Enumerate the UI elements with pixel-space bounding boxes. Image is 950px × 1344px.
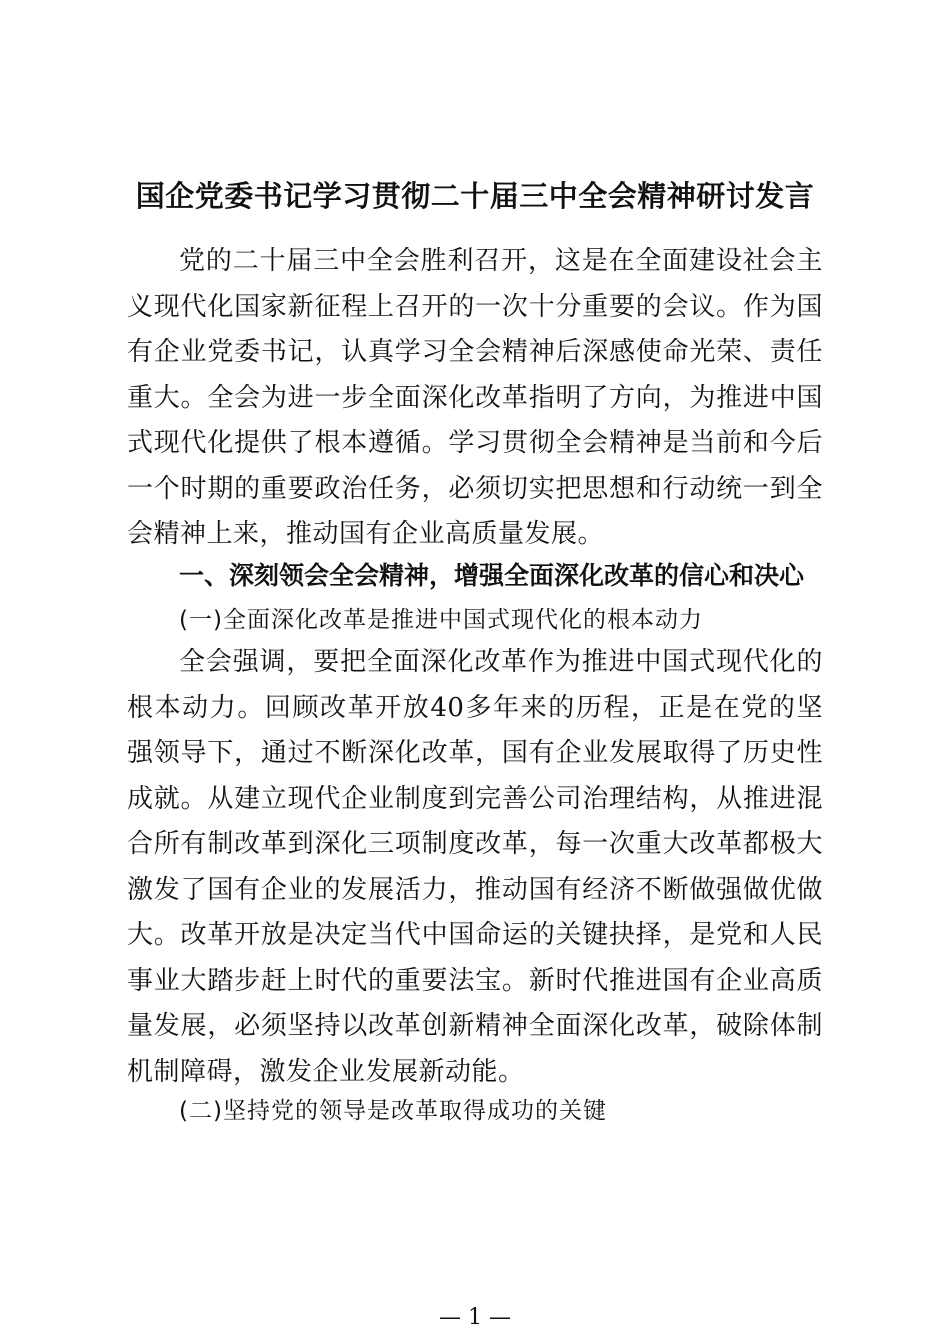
section-heading-1: 一、深刻领会全会精神，增强全面深化改革的信心和决心 (179, 561, 805, 590)
subheading-2: (二)坚持党的领导是改革取得成功的关键 (179, 1098, 607, 1124)
body-paragraph-intro: 党的二十届三中全会胜利召开，这是在全面建设社会主义现代化国家新征程上召开的一次十分重要的会议。作为国有企业党委书记，认真学习全会精神后深感使命光荣、责任重大。全会为进一步全面深化改革指明了方向，为推进中国式现代化提供了根本遵循。学习贯彻全会精神是当前和今后一个时期的重要政治任务，必须切实把思想和行动统一到全会精神上来，推动国有企业高质量发展。 (127, 246, 823, 549)
page-number: — 1 — (439, 1305, 511, 1330)
subheading-1: (一)全面深化改革是推进中国式现代化的根本动力 (179, 607, 703, 633)
document-title: 国企党委书记学习贯彻二十届三中全会精神研讨发言 (135, 179, 815, 213)
body-paragraph-reform: 全会强调，要把全面深化改革作为推进中国式现代化的根本动力。回顾改革开放40多年来的历程，正是在党的坚强领导下，通过不断深化改革，国有企业发展取得了历史性成就。从建立现代企业制度到完善公司治理结构，从推进混合所有制改革到深化三项制度改革，每一次重大改革都极大激发了国有企业的发展活力，推动国有经济不断做强做优做大。改革开放是决定当代中国命运的关键抉择，是党和人民事业大踏步赶上时代的重要法宝。新时代推进国有企业高质量发展，必须坚持以改革创新精神全面深化改革，破除体制机制障碍，激发企业发展新动能。 (127, 647, 823, 1087)
